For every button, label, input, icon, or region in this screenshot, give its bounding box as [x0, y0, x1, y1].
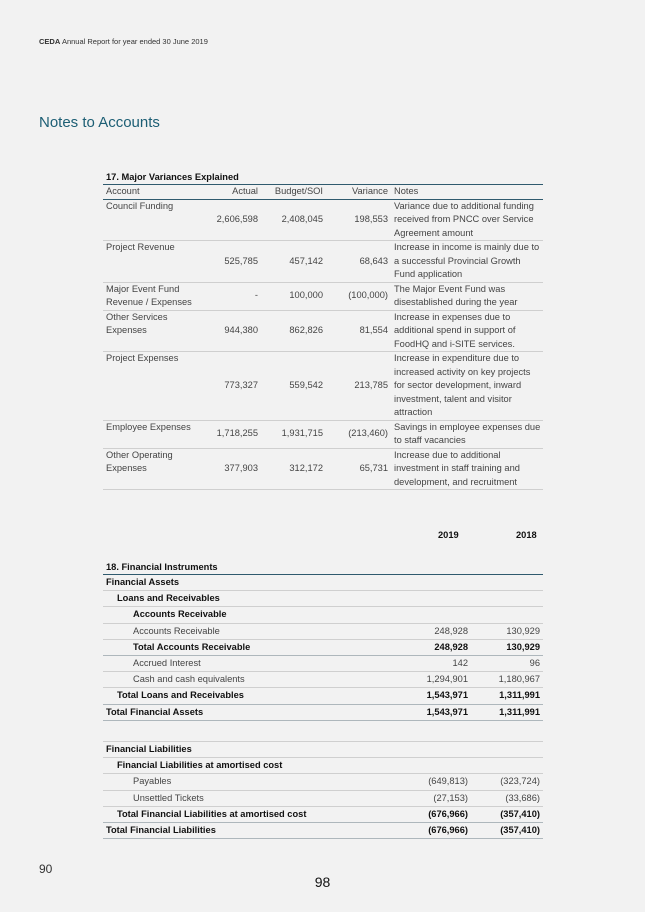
instrument-current	[405, 607, 471, 622]
instrument-row	[103, 575, 543, 591]
instruments-caption: 18. Financial Instruments	[103, 560, 543, 575]
instrument-prior: 1,180,967	[498, 674, 540, 685]
instrument-prior: (357,410)	[500, 808, 540, 819]
variance-actual: 525,785	[224, 255, 258, 266]
variances-caption: 17. Major Variances Explained	[106, 172, 239, 182]
instrument-current: 1,543,971	[426, 706, 468, 717]
instrument-current: (676,966)	[428, 808, 468, 819]
variance-budget: 559,542	[289, 380, 323, 390]
variance-actual: 773,327	[224, 380, 258, 390]
org-name: CEDA	[39, 37, 61, 46]
variance-budget: 100,000	[289, 290, 323, 301]
instrument-current: (676,966)	[428, 824, 468, 835]
instrument-current: (27,153)	[433, 792, 468, 803]
variance-account: Other Services Expenses	[106, 311, 168, 335]
instrument-label: Financial Assets	[106, 577, 180, 587]
instrument-prior	[471, 742, 543, 757]
instrument-label: Total Financial Liabilities at amortised cost	[117, 808, 307, 819]
instrument-row	[103, 791, 543, 807]
instrument-prior: (323,724)	[500, 776, 540, 787]
instrument-current: 248,928	[434, 625, 468, 636]
variance-notes: Increase in income is mainly due to a successful Provincial Growth Fund application	[394, 242, 540, 279]
variance-budget: 862,826	[289, 325, 323, 335]
variance-notes: Savings in employee expenses due to staff vacancies	[394, 421, 541, 445]
variance-value: 198,553	[354, 214, 388, 224]
page-title: Notes to Accounts	[39, 114, 160, 131]
variance-notes: Increase in expenditure due to increased activity on key projects for sector development, inward investment, talent and visitor attraction	[394, 353, 531, 417]
col-variance: Variance	[351, 186, 388, 196]
instrument-label: Cash and cash equivalents	[133, 674, 245, 685]
folio-number: 98	[314, 874, 331, 890]
instrument-label: Accrued Interest	[133, 657, 201, 668]
instrument-current	[405, 591, 471, 606]
instrument-row	[103, 807, 543, 823]
variance-row	[103, 449, 543, 491]
variance-value: (100,000)	[348, 290, 388, 301]
variance-row	[103, 241, 543, 283]
instrument-row	[103, 607, 543, 623]
instrument-current: 1,543,971	[426, 690, 468, 701]
instrument-prior	[471, 591, 543, 606]
variance-value: (213,460)	[348, 428, 388, 439]
variances-header-row	[103, 184, 543, 200]
report-header	[39, 37, 208, 46]
instrument-label: Payables	[133, 776, 172, 787]
instrument-current: 248,928	[434, 641, 468, 652]
instrument-row	[103, 823, 543, 839]
variance-row	[103, 311, 543, 353]
variance-notes: The Major Event Fund was disestablished during the year	[394, 283, 518, 307]
variance-actual: 377,903	[224, 463, 258, 473]
instrument-row	[103, 705, 543, 721]
instrument-row	[103, 624, 543, 640]
instrument-row	[103, 640, 543, 656]
variance-actual: 1,718,255	[216, 428, 258, 439]
variance-actual: -	[254, 290, 258, 301]
instrument-prior: 1,311,991	[499, 706, 540, 717]
variance-notes: Variance due to additional funding received from PNCC over Service Agreement amount	[394, 200, 534, 238]
variance-account: Employee Expenses	[106, 421, 191, 432]
financial-assets-table	[103, 560, 543, 721]
variance-actual: 944,380	[224, 325, 258, 335]
instrument-current: 142	[452, 657, 468, 668]
variance-notes: Increase due to additional investment in staff training and development, and recruitment	[394, 449, 520, 487]
instrument-row	[103, 591, 543, 607]
instrument-label: Accounts Receivable	[133, 625, 220, 636]
instrument-prior: 130,929	[506, 641, 540, 652]
instrument-prior: (33,686)	[505, 792, 540, 803]
instrument-row	[103, 672, 543, 688]
variance-budget: 1,931,715	[281, 428, 323, 439]
year-prior: 2018	[516, 530, 537, 540]
instrument-label: Unsettled Tickets	[133, 792, 204, 803]
col-actual: Actual	[232, 186, 258, 196]
variance-actual: 2,606,598	[216, 214, 258, 224]
variance-budget: 457,142	[289, 255, 323, 266]
variance-row	[103, 352, 543, 421]
variance-value: 65,731	[359, 463, 388, 473]
col-notes: Notes	[394, 186, 419, 196]
instrument-current	[405, 758, 471, 773]
variance-value: 213,785	[354, 380, 388, 390]
page-number: 90	[39, 862, 53, 876]
instrument-prior: 130,929	[506, 625, 540, 636]
report-subtitle: Annual Report for year ended 30 June 2019	[61, 37, 208, 46]
instrument-row	[103, 758, 543, 774]
instrument-prior	[471, 758, 543, 773]
instrument-row	[103, 774, 543, 790]
variance-account: Project Revenue	[106, 242, 175, 252]
variance-budget: 312,172	[289, 463, 323, 473]
instrument-label: Total Loans and Receivables	[117, 690, 244, 701]
variance-row	[103, 283, 543, 311]
variance-value: 81,554	[359, 325, 388, 335]
variance-row	[103, 421, 543, 449]
instrument-label: Total Financial Assets	[106, 706, 204, 717]
variance-account: Major Event Fund Revenue / Expenses	[106, 283, 192, 307]
instrument-prior: (357,410)	[500, 824, 540, 835]
variance-account: Council Funding	[106, 200, 174, 211]
variance-account: Project Expenses	[106, 353, 179, 363]
instrument-prior	[471, 607, 543, 622]
variance-value: 68,643	[359, 255, 388, 266]
instrument-row	[103, 688, 543, 704]
instrument-label: Total Financial Liabilities	[106, 824, 216, 835]
variance-account: Other Operating Expenses	[106, 449, 173, 473]
variance-notes: Increase in expenses due to additional spend in support of FoodHQ and i-SITE services.	[394, 311, 516, 349]
instrument-label: Total Accounts Receivable	[133, 641, 251, 652]
variance-row	[103, 200, 543, 242]
instrument-current: 1,294,901	[426, 674, 468, 685]
instrument-label: Financial Liabilities at amortised cost	[117, 760, 283, 771]
instrument-label: Loans and Receivables	[117, 593, 220, 604]
col-account: Account	[106, 186, 140, 196]
instrument-current: (649,813)	[428, 776, 468, 787]
instrument-prior: 96	[529, 657, 540, 668]
liabilities-body	[103, 742, 543, 839]
instrument-prior: 1,311,991	[499, 690, 540, 701]
col-budget: Budget/SOI	[274, 186, 323, 196]
financial-liabilities-table	[103, 741, 543, 839]
instrument-row	[103, 656, 543, 672]
instrument-current	[405, 742, 471, 757]
instrument-label: Financial Liabilities	[106, 744, 192, 754]
variances-body	[103, 200, 543, 491]
instrument-prior	[471, 575, 543, 590]
year-current: 2019	[438, 530, 459, 540]
instrument-current	[405, 575, 471, 590]
assets-body	[103, 575, 543, 721]
instrument-row	[103, 742, 543, 758]
instrument-label: Accounts Receivable	[133, 609, 227, 620]
variances-table	[103, 170, 543, 490]
variance-budget: 2,408,045	[281, 214, 323, 224]
